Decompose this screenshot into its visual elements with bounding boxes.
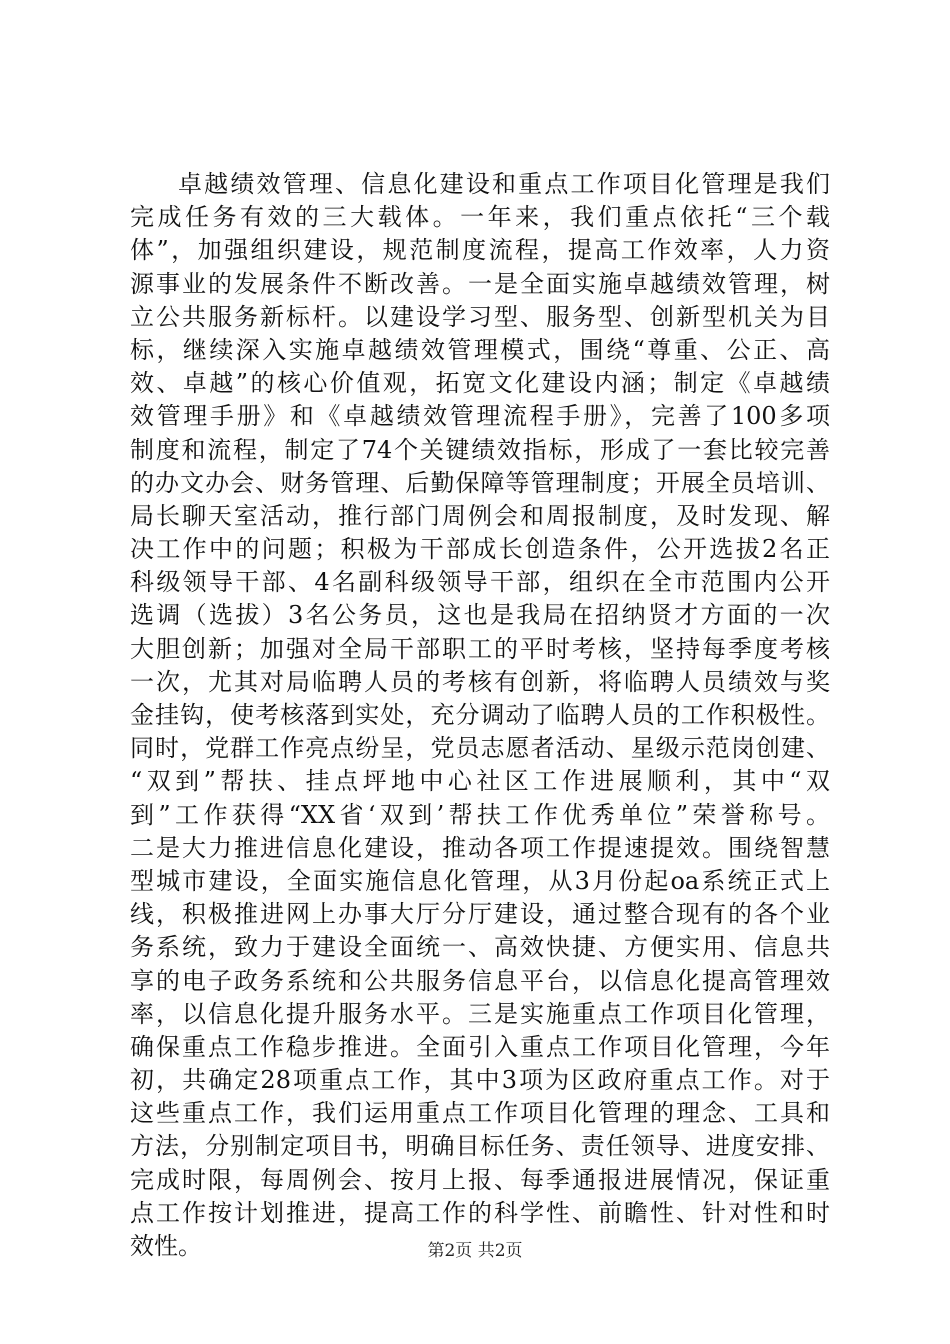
paragraph-line: 享的电子政务系统和公共服务信息平台，以信息化提高管理效	[130, 966, 830, 995]
paragraph-line: 到”工作获得“XX省‘双到’帮扶工作优秀单位”荣誉称号。	[130, 800, 830, 829]
paragraph-line: 这些重点工作，我们运用重点工作项目化管理的理念、工具和	[130, 1099, 830, 1128]
paragraph-line: 方法，分别制定项目书，明确目标任务、责任领导、进度安排、	[130, 1132, 830, 1161]
paragraph-line: 科级领导干部、4名副科级领导干部，组织在全市范围内公开	[130, 568, 830, 597]
body-paragraph	[130, 168, 830, 1263]
paragraph-line: 率，以信息化提升服务水平。三是实施重点工作项目化管理，	[130, 999, 830, 1028]
paragraph-line: 完成任务有效的三大载体。一年来，我们重点依托“三个载	[130, 203, 830, 232]
page-number: 第2页 共2页	[427, 1241, 523, 1261]
paragraph-line: “双到”帮扶、挂点坪地中心社区工作进展顺利，其中“双	[130, 767, 830, 796]
paragraph-line: 二是大力推进信息化建设，推动各项工作提速提效。围绕智慧	[130, 833, 830, 862]
paragraph-line: 同时，党群工作亮点纷呈，党员志愿者活动、星级示范岗创建、	[130, 734, 830, 763]
paragraph-line: 效、卓越”的核心价值观，拓宽文化建设内涵；制定《卓越绩	[130, 369, 830, 398]
paragraph-line: 大胆创新；加强对全局干部职工的平时考核，坚持每季度考核	[130, 634, 830, 663]
paragraph-line: 体”，加强组织建设，规范制度流程，提高工作效率，人力资	[130, 236, 830, 265]
paragraph-line: 点工作按计划推进，提高工作的科学性、前瞻性、针对性和时	[130, 1198, 830, 1227]
paragraph-line: 的办文办会、财务管理、后勤保障等管理制度；开展全员培训、	[130, 468, 830, 497]
paragraph-line: 局长聊天室活动，推行部门周例会和周报制度，及时发现、解	[130, 501, 830, 530]
paragraph-line: 确保重点工作稳步推进。全面引入重点工作项目化管理，今年	[130, 1032, 830, 1061]
paragraph-line: 选调（选拔）3名公务员，这也是我局在招纳贤才方面的一次	[130, 601, 830, 630]
paragraph-line: 源事业的发展条件不断改善。一是全面实施卓越绩效管理，树	[130, 269, 830, 298]
paragraph-line: 完成时限，每周例会、按月上报、每季通报进展情况，保证重	[130, 1165, 830, 1194]
paragraph-line: 制度和流程，制定了74个关键绩效指标，形成了一套比较完善	[130, 435, 830, 464]
paragraph-line: 效管理手册》和《卓越绩效管理流程手册》，完善了100多项	[130, 402, 830, 431]
paragraph-line: 金挂钩，使考核落到实处，充分调动了临聘人员的工作积极性。	[130, 701, 830, 729]
paragraph-line: 一次，尤其对局临聘人员的考核有创新，将临聘人员绩效与奖	[130, 667, 830, 696]
paragraph-line: 务系统，致力于建设全面统一、高效快捷、方便实用、信息共	[130, 933, 830, 962]
paragraph-line: 决工作中的问题；积极为干部成长创造条件，公开选拔2名正	[130, 535, 830, 564]
paragraph-line: 型城市建设，全面实施信息化管理，从3月份起oa系统正式上	[130, 866, 830, 895]
paragraph-line: 标，继续深入实施卓越绩效管理模式，围绕“尊重、公正、高	[130, 335, 830, 364]
paragraph-line: 线，积极推进网上办事大厅分厅建设，通过整合现有的各个业	[130, 900, 830, 929]
paragraph-line: 卓越绩效管理、信息化建设和重点工作项目化管理是我们	[178, 170, 830, 198]
paragraph-line: 立公共服务新标杆。以建设学习型、服务型、创新型机关为目	[130, 302, 830, 331]
paragraph-line: 效性。	[130, 1232, 202, 1260]
paragraph-line: 初，共确定28项重点工作，其中3项为区政府重点工作。对于	[130, 1066, 830, 1095]
